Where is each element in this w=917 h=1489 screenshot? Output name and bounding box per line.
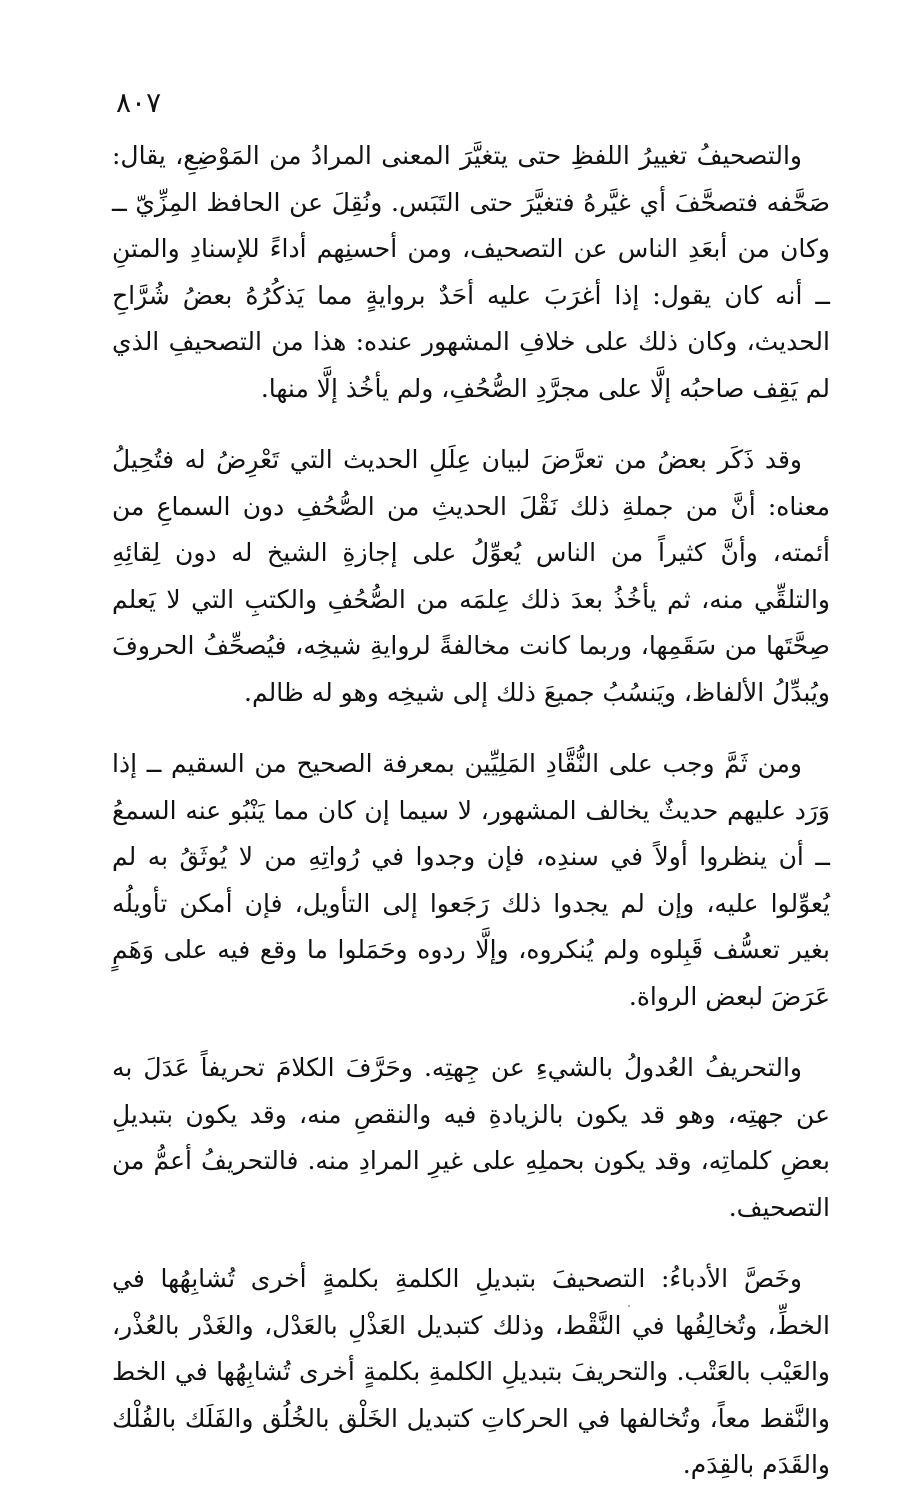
paragraph-2: وقد ذَكَر بعضُ من تعرَّضَ لبيان عِلَلِ الحديث التي تَعْرِضُ له فتُحِيلُ معناه: أنَّ من جملةِ ذلك نَقْلَ الحديثِ من الصُّحُفِ دون السماعِ من أئمته، وأنَّ كثيراً من الناس يُعوِّلُ على إجازةِ الشيخ له دون لِقائِهِ والتلقِّي منه، ثم يأخُذُ بعدَ ذلك عِلمَه من الصُّحُفِ والكتبِ التي لا يَعلم صِحَّتَها من سَقَمِها، وربما كانت مخالفةً لروايةِ شيخِه، فيُصحِّفُ الحروفَ ويُبدِّلُ الألفاظ، ويَنسُبُ جميعَ ذلك إلى شيخِه وهو له ظالم. xyxy=(112,445,830,707)
paragraph-1: والتصحيفُ تغييرُ اللفظِ حتى يتغيَّرَ المعنى المرادُ من المَوْضِعِ، يقال: صَحَّفه فتصحَّفَ أي غيَّرهُ فتغيَّرَ حتى التَبَس. ونُقِلَ عن الحافظ المِزِّيّ ــ وكان من أبعَدِ الناس عن التصحيف، ومن أحسنِهم أداءً للإسنادِ والمتنِ ــ أنه كان يقول: إذا أغرَبَ عليه أحَدٌ بروايةٍ مما يَذكُرُهُ بعضُ شُرَّاحِ الحديث، وكان ذلك على خلافِ المشهور عنده: هذا من التصحيفِ الذي لم يَقِف صاحبُه إلَّا على مجرَّدِ الصُّحُفِ، ولم يأخُذ إلَّا منها. xyxy=(112,141,830,403)
scan-speck xyxy=(628,1305,630,1307)
paragraph-5: وخَصَّ الأدباءُ: التصحيفَ بتبديلِ الكلمةِ بكلمةٍ أخرى تُشابِهُها في الخطِّ، وتُخالِفُها في النَّقْط، وذلك كتبديل العَذْلِ بالعَدْل، والغَدْر بالعُذْر، والعَيْب بالعَتْب. والتحريفَ بتبديلِ الكلمةِ بكلمةٍ أخرى تُشابِهُها في الخط والنَّقط معاً، وتُخالفها في الحركاتِ كتبديل الخَلْق بالخُلُق والفَلَك بالفُلْك والقَدَم بالقِدَم. xyxy=(112,1264,830,1479)
page-number: ٨٠٧ xyxy=(116,86,162,119)
body-text xyxy=(112,133,830,1489)
paragraph-3: ومن ثَمَّ وجب على النُّقَّادِ المَلِيِّين بمعرفة الصحيح من السقيم ــ إذا وَرَد عليهم حديثٌ يخالف المشهور، لا سيما إن كان مما يَنْبُو عنه السمعُ ــ أن ينظروا أولاً في سندِه، فإن وجدوا في رُواتِهِ من لا يُوثَقُ به لم يُعوِّلوا عليه، وإن لم يجدوا ذلك رَجَعوا إلى التأويل، فإن أمكن تأويلُه بغير تعسُّف قَبِلوه ولم يُنكروه، وإلَّا ردوه وحَمَلوا ما وقع فيه على وَهَمٍ عَرَضَ لبعض الرواة. xyxy=(112,749,830,1011)
paragraph-4: والتحريفُ العُدولُ بالشيءِ عن جِهتِه. وحَرَّفَ الكلامَ تحريفاً عَدَلَ به عن جهتِه، وهو قد يكون بالزيادةِ فيه والنقصِ منه، وقد يكون بتبديلِ بعضِ كلماتِه، وقد يكون بحملِهِ على غيرِ المرادِ منه. فالتحريفُ أعمُّ من التصحيف. xyxy=(112,1053,830,1222)
